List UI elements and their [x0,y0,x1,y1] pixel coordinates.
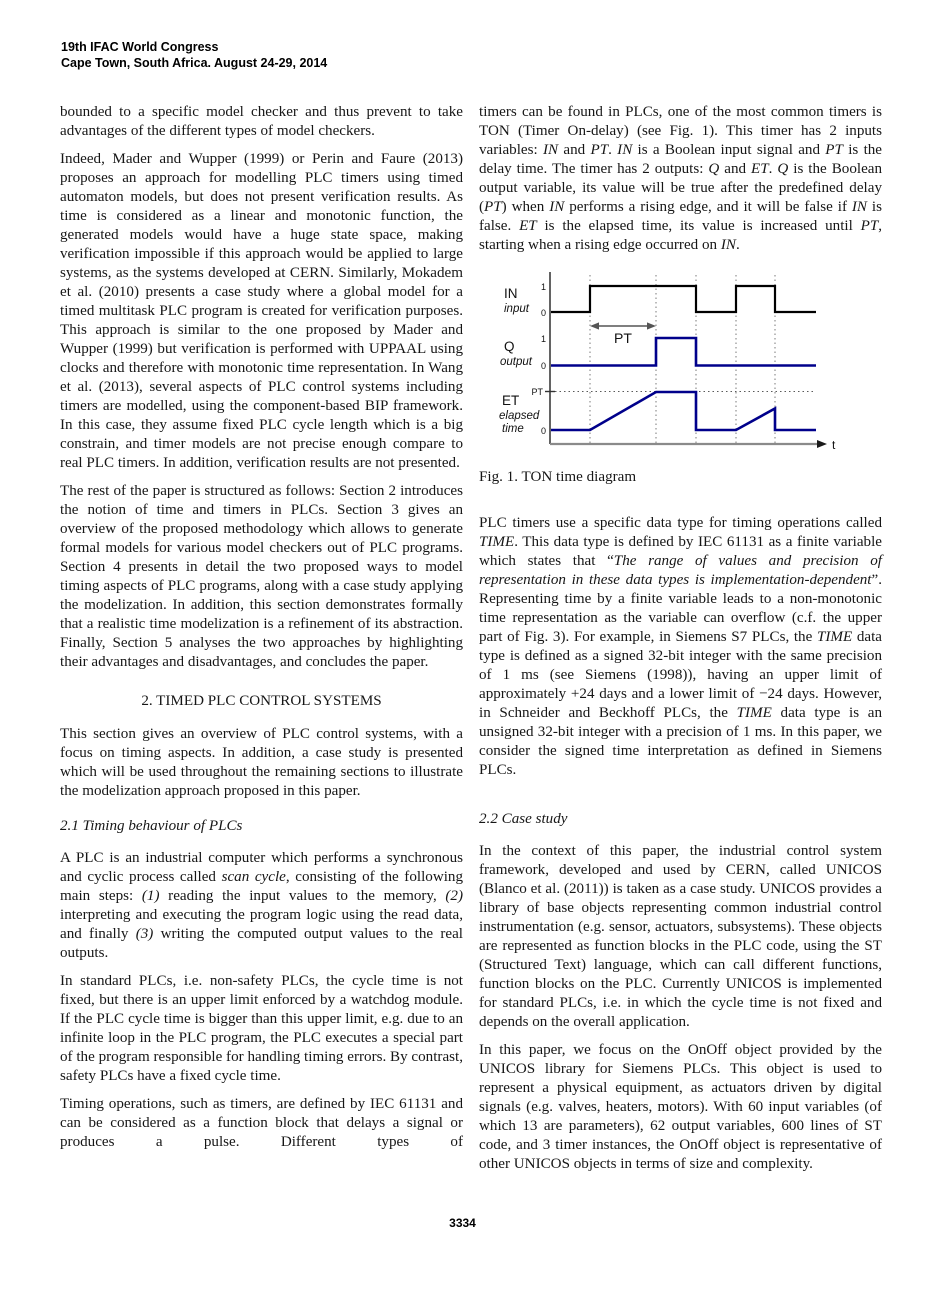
et-waveform [551,392,816,430]
paragraph-time-data-type: PLC timers use a specific data type for timing operations called TIME. This data type is defined by IEC 61131 as a finite variable which states that “The range of values and precision of representation in these data types is implementation-dependent”. Representing time by a finite variable leads to a non-monotonic time representation as the variable can overflow (c.f. the upper part of Fig. 3). For example, in Siemens S7 PLCs, the TIME data type is defined as a signed 32-bit integer with the same precision of 1 ms (see Siemens (1998)), having an upper limit of approximately +24 days and a lower limit of −24 days. However, in Schneider and Beckhoff PLCs, the TIME data type is an unsigned 32-bit integer with a precision of 1 ms. In this paper, we consider the signed time interpretation as defined in Siemens PLCs. [479,515,883,778]
in-tick-0: 0 [540,308,546,318]
et-tick-0: 0 [540,426,546,436]
q-label: Q [504,339,515,354]
dotted-gridlines [590,275,775,443]
paragraph-paper-structure: The rest of the paper is structured as follows: Section 2 introduces the notion of time and timers in PLCs. Section 3 gives an overview of the proposed methodology which allows to generate formal models for various model checkers out of PLC programs. Section 4 presents in detail the two proposed ways to model timing aspects of PLC programs, along with a case study applying the modelization. In addition, this section demonstrates formally that a realistic time modelization is a refinement of its abstraction. Finally, Section 5 analyses the two approaches by highlighting their advantages and disadvantages, and concludes the paper. [60,483,463,670]
left-column [60,103,463,1161]
ton-diagram [486,264,880,456]
et-tick-pt: PT [531,387,543,397]
figure-1-ton-time-diagram [479,264,882,487]
in-sublabel: input [504,303,529,315]
paragraph-cycle-time: In standard PLCs, i.e. non-safety PLCs, the cycle time is not fixed, but there is an upper limit enforced by a watchdog module. If the PLC cycle time is bigger than this upper limit, e.g. due to an infinite loop in the PLC program, the PLC executes a special part of the program responsible for handling timing errors. By contrast, safety PLCs have a fixed cycle time. [60,973,463,1084]
q-sublabel: output [500,356,532,368]
paragraph-related-work: Indeed, Mader and Wupper (1999) or Perin and Faure (2013) proposes an approach for modelling PLC timers using timed automaton models, but does not present verification results. As time is considered as a linear and monotonic function, the generated models would have a huge state space, making verification impossible if this approach would be applied to large systems, as the systems developed at CERN. Similarly, Mokadem et al. (2010) presents a case study where a global model for a timed multitask PLC program is created for verification purposes. This approach is similar to the one proposed by Mader and Wupper (1999) but verification is performed with UPPAAL using clocks and therefore with monotonic time representation. In Wang et al. (2013), several aspects of PLC control systems including timers are modelled, using the component-based BIP framework. In this case, they assume fixed PLC cycle length which is a big constrain, and timer models are not precise enough compare to real PLC timers. In addition, verification results are not presented. [60,151,463,471]
q-tick-0: 0 [540,361,546,371]
paragraph-timing-operations: Timing operations, such as timers, are defined by IEC 61131 and can be considered as a function block that delays a signal or produces a pulse. Different types of [60,1096,463,1150]
time-axis-label: t [832,438,836,452]
pt-arrow-label: PT [614,330,632,346]
in-waveform [551,286,816,312]
paragraph-section-overview: This section gives an overview of PLC control systems, with a focus on timing aspects. In addition, a case study is presented which will be used throughout the remaining sections to illustrate the modelization approach proposed in this paper. [60,726,463,799]
conference-name: 19th IFAC World Congress [61,40,219,54]
paragraph-model-checkers: bounded to a specific model checker and thus prevent to take advantages of the different types of model checkers. [60,104,463,139]
time-axis-arrow-icon [817,440,827,448]
page-number: 3334 [449,1216,476,1230]
et-label: ET [502,393,520,408]
paragraph-onoff-object: In this paper, we focus on the OnOff object provided by the UNICOS library for Siemens PLCs. This object is used to represent a physical equipment, as actuators driven by digital signals (e.g. valves, heaters, motors). With 60 input variables (of which 13 are parameters), 62 output variables, 600 lines of ST code, and 3 timer instances, the OnOff object is representative of other UNICOS objects in terms of size and complexity. [479,1042,882,1172]
et-sublabel-1: elapsed [499,410,540,422]
pt-duration-arrow [590,322,656,329]
conference-location-date: Cape Town, South Africa. August 24-29, 2014 [61,55,328,70]
subsection-2-2-heading: 2.2 Case study [479,811,568,827]
signal-labels [499,286,540,435]
et-sublabel-2: time [502,423,524,435]
paragraph-scan-cycle: A PLC is an industrial computer which performs a synchronous and cyclic process called scan cycle, consisting of the following main steps: (1) reading the input values to the memory, (2) interpreting and executing the program logic using the read data, and finally (3) writing the computed output values to the real outputs. [60,850,464,961]
subsection-2-1-heading: 2.1 Timing behaviour of PLCs [60,818,243,834]
paragraph-ton-timer: timers can be found in PLCs, one of the most common timers is TON (Timer On-delay) (see Fig. 1). This timer has 2 inputs variables: IN and PT. IN is a Boolean input signal and PT is the delay time. The timer has 2 outputs: Q and ET. Q is the Boolean output variable, its value will be true after the predefined delay (PT) when IN performs a rising edge, and it will be false if IN is false. ET is the elapsed time, its value is increased until PT, starting when a rising edge occurred on IN. [479,104,883,253]
right-column [479,103,882,1183]
in-label: IN [504,286,518,301]
section-2-heading: 2. TIMED PLC CONTROL SYSTEMS [141,693,382,709]
in-tick-1: 1 [540,282,546,292]
conference-header [61,40,327,71]
q-tick-1: 1 [540,334,546,344]
figure-1-caption: Fig. 1. TON time diagram [479,469,637,485]
paragraph-unicos: In the context of this paper, the industrial control system framework, developed and used by CERN, called UNICOS (Blanco et al. (2011)) is taken as a case study. UNICOS provides a library of base objects representing common industrial control instrumentation (e.g. sensor, actuators, subsystems). These objects are represented as function blocks in the PLC code, using the ST (Structured Text) language, which can call different functions, function blocks on the PLC. Currently UNICOS is implemented for standard PLCs, i.e. in which the cycle time is not fixed and depends on the overall application. [479,843,882,1030]
q-waveform [551,338,816,366]
